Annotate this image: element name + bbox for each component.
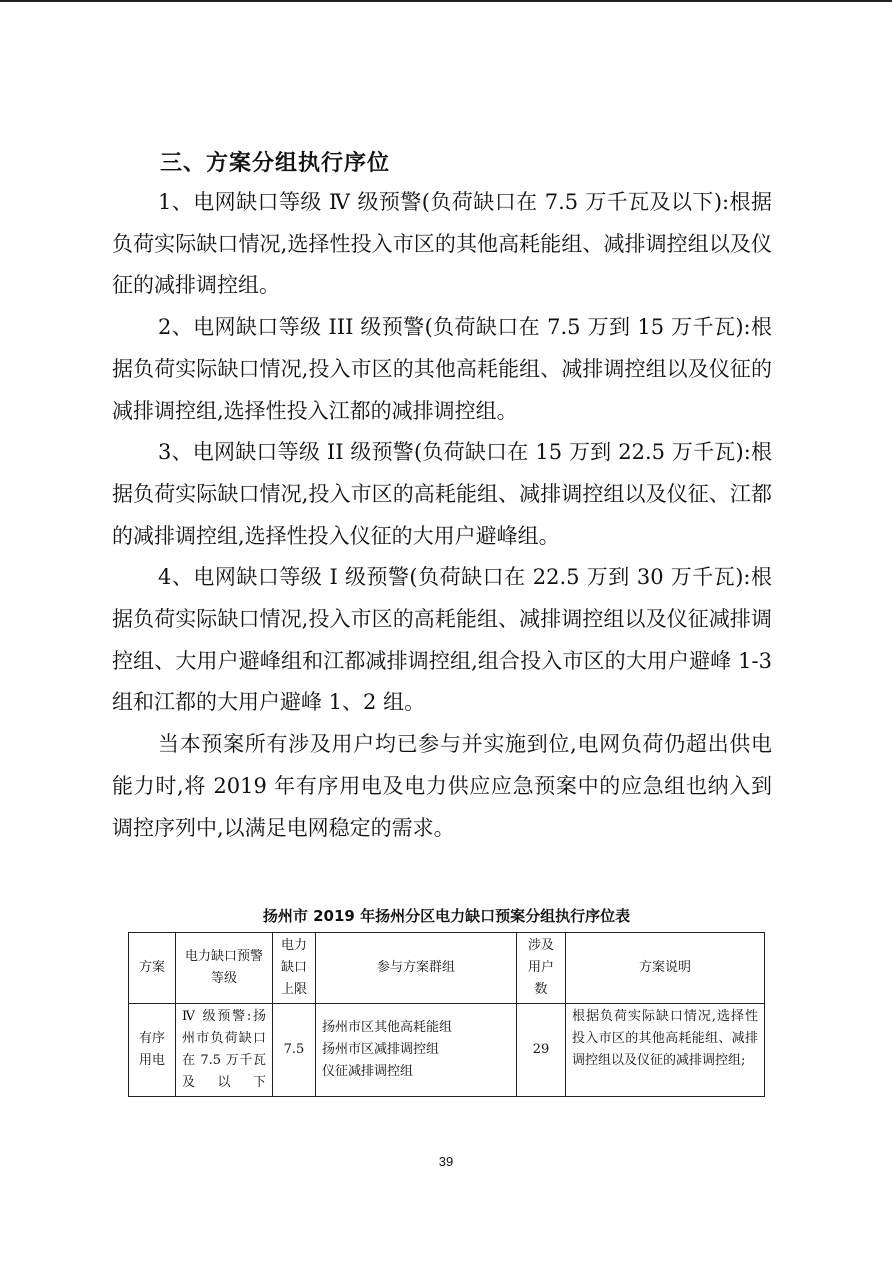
paragraph-level-2: 3、电网缺口等级 II 级预警(负荷缺口在 15 万到 22.5 万千瓦):根据负荷实际缺口情况,投入市区的高耗能组、减排调控组以及仪征、江都的减排调控组,选择性投入仪征的大用户避峰组。 (112, 440, 772, 548)
cell-limit: 7.5 (273, 1004, 316, 1097)
section-heading: 三、方案分组执行序位 (160, 151, 391, 176)
group-item: 扬州市区减排调控组 (322, 1042, 440, 1057)
header-desc: 方案说明 (566, 933, 765, 1004)
plan-sequence-table (128, 932, 765, 1097)
top-border-line (0, 0, 892, 2)
table-title: 扬州市 2019 年扬州分区电力缺口预案分组执行序位表 (262, 907, 631, 925)
cell-desc: 根据负荷实际缺口情况,选择性投入市区的其他高耗能组、减排调控组以及仪征的减排调控组; (566, 1004, 765, 1097)
page-number: 39 (438, 1154, 454, 1169)
header-groups: 参与方案群组 (316, 933, 517, 1004)
cell-level: Ⅳ 级预警:扬州市负荷缺口在 7.5 万千瓦及以下 (176, 1004, 273, 1097)
header-plan: 方案 (129, 933, 176, 1004)
body-text (112, 182, 772, 849)
paragraph-level-4: 1、电网缺口等级 Ⅳ 级预警(负荷缺口在 7.5 万千瓦及以下):根据负荷实际缺口情况,选择性投入市区的其他高耗能组、减排调控组以及仪征的减排调控组。 (112, 190, 772, 298)
cell-groups (316, 1004, 517, 1097)
cell-users: 29 (517, 1004, 566, 1097)
header-limit: 电力缺口上限 (273, 933, 316, 1004)
header-level: 电力缺口预警等级 (176, 933, 273, 1004)
paragraph-level-3: 2、电网缺口等级 III 级预警(负荷缺口在 7.5 万到 15 万千瓦):根据负荷实际缺口情况,投入市区的其他高耗能组、减排调控组以及仪征的减排调控组,选择性投入江都的减排调控组。 (112, 315, 772, 423)
cell-plan: 有序用电 (129, 1004, 176, 1097)
paragraph-emergency: 当本预案所有涉及用户均已参与并实施到位,电网负荷仍超出供电能力时,将 2019 年有序用电及电力供应应急预案中的应急组也纳入到调控序列中,以满足电网稳定的需求。 (112, 732, 772, 840)
group-item: 扬州市区其他高耗能组 (322, 1020, 453, 1035)
table-row (129, 1004, 765, 1097)
header-users: 涉及用户数 (517, 933, 566, 1004)
group-item: 仪征减排调控组 (322, 1064, 414, 1079)
table-header-row (129, 933, 765, 1004)
paragraph-level-1: 4、电网缺口等级 I 级预警(负荷缺口在 22.5 万到 30 万千瓦):根据负荷实际缺口情况,投入市区的高耗能组、减排调控组以及仪征减排调控组、大用户避峰组和江都减排调控组,组合投入市区的大用户避峰 1-3 组和江都的大用户避峰 1、2 组。 (112, 565, 772, 715)
